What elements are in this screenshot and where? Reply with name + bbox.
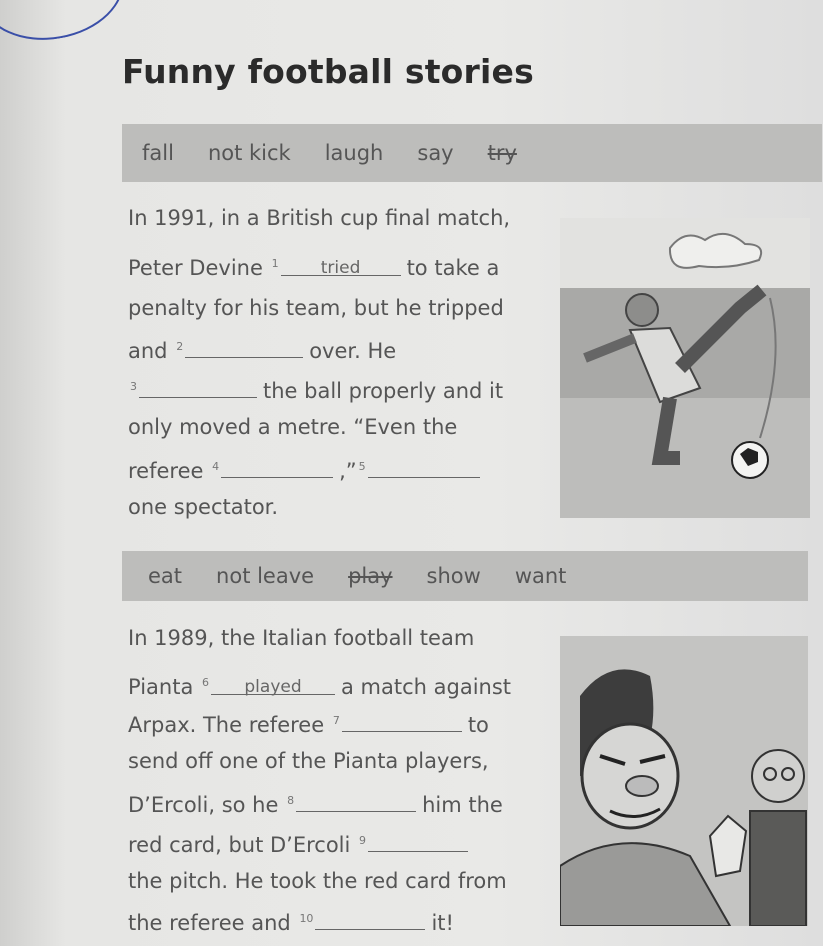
story-1-line-7: referee $^4$ ,” $^5$ [128,454,486,484]
footballer-illustration [560,218,810,518]
word-box-2 [122,551,808,601]
story-1-line-5: $^3$ the ball properly and it [130,379,504,403]
story-1-line-6: only moved a metre. “Even the [128,415,458,439]
pen-scribble [0,0,132,51]
answer-blank-9[interactable] [368,831,468,852]
word-box-2-word: want [514,564,567,588]
word-box-2-word: eat [148,564,183,588]
story-2-line-3: Arpax. The referee $^7$ to [128,713,489,737]
story-2-line-8: the referee and $^{10}$ it! [128,911,454,935]
story-1-line-8: one spectator. [128,495,279,519]
referee-cartoon-illustration [560,636,808,926]
answer-blank-10[interactable] [315,909,425,930]
story-2-line-2: Pianta $^6$ played a match against [128,675,512,699]
story-2-line-1: In 1989, the Italian football team [128,626,475,650]
word-box-1-word: not kick [207,141,291,165]
word-box-1-word: laugh [324,141,384,165]
word-box-1-word: fall [142,141,174,165]
answer-blank-2[interactable] [185,337,303,358]
word-box-2-word: show [426,564,481,588]
answer-blank-7[interactable] [342,711,462,732]
handwritten-answer: played [244,677,302,697]
story-2-line-6: red card, but D’Ercoli $^9$ [128,828,474,858]
answer-blank-6[interactable] [211,674,335,695]
story-1-line-2: Peter Devine $^1$ tried to take a [128,256,500,280]
story-2-line-4: send off one of the Pianta players, [128,749,489,773]
answer-blank-4[interactable] [221,457,333,478]
story-1-line-3: penalty for his team, but he tripped [128,296,504,320]
word-box-1-word-used: try [487,141,517,165]
answer-blank-5[interactable] [368,457,480,478]
word-box-1 [122,124,822,182]
answer-blank-1[interactable] [281,255,401,276]
word-box-2-word-used: play [348,564,393,588]
story-1-line-1: In 1991, in a British cup final match, [128,206,511,230]
page-title: Funny football stories [122,52,534,91]
story-2-line-5: D’Ercoli, so he $^8$ him the [128,793,503,817]
word-box-2-word: not leave [216,564,315,588]
answer-blank-8[interactable] [296,791,416,812]
story-2-line-7: the pitch. He took the red card from [128,869,507,893]
answer-blank-3[interactable] [139,377,257,398]
gap-number: 1 [271,257,279,270]
handwritten-answer: tried [320,258,361,278]
story-1-line-4: and $^2$ over. He [128,339,397,363]
word-box-1-word: say [417,141,454,165]
